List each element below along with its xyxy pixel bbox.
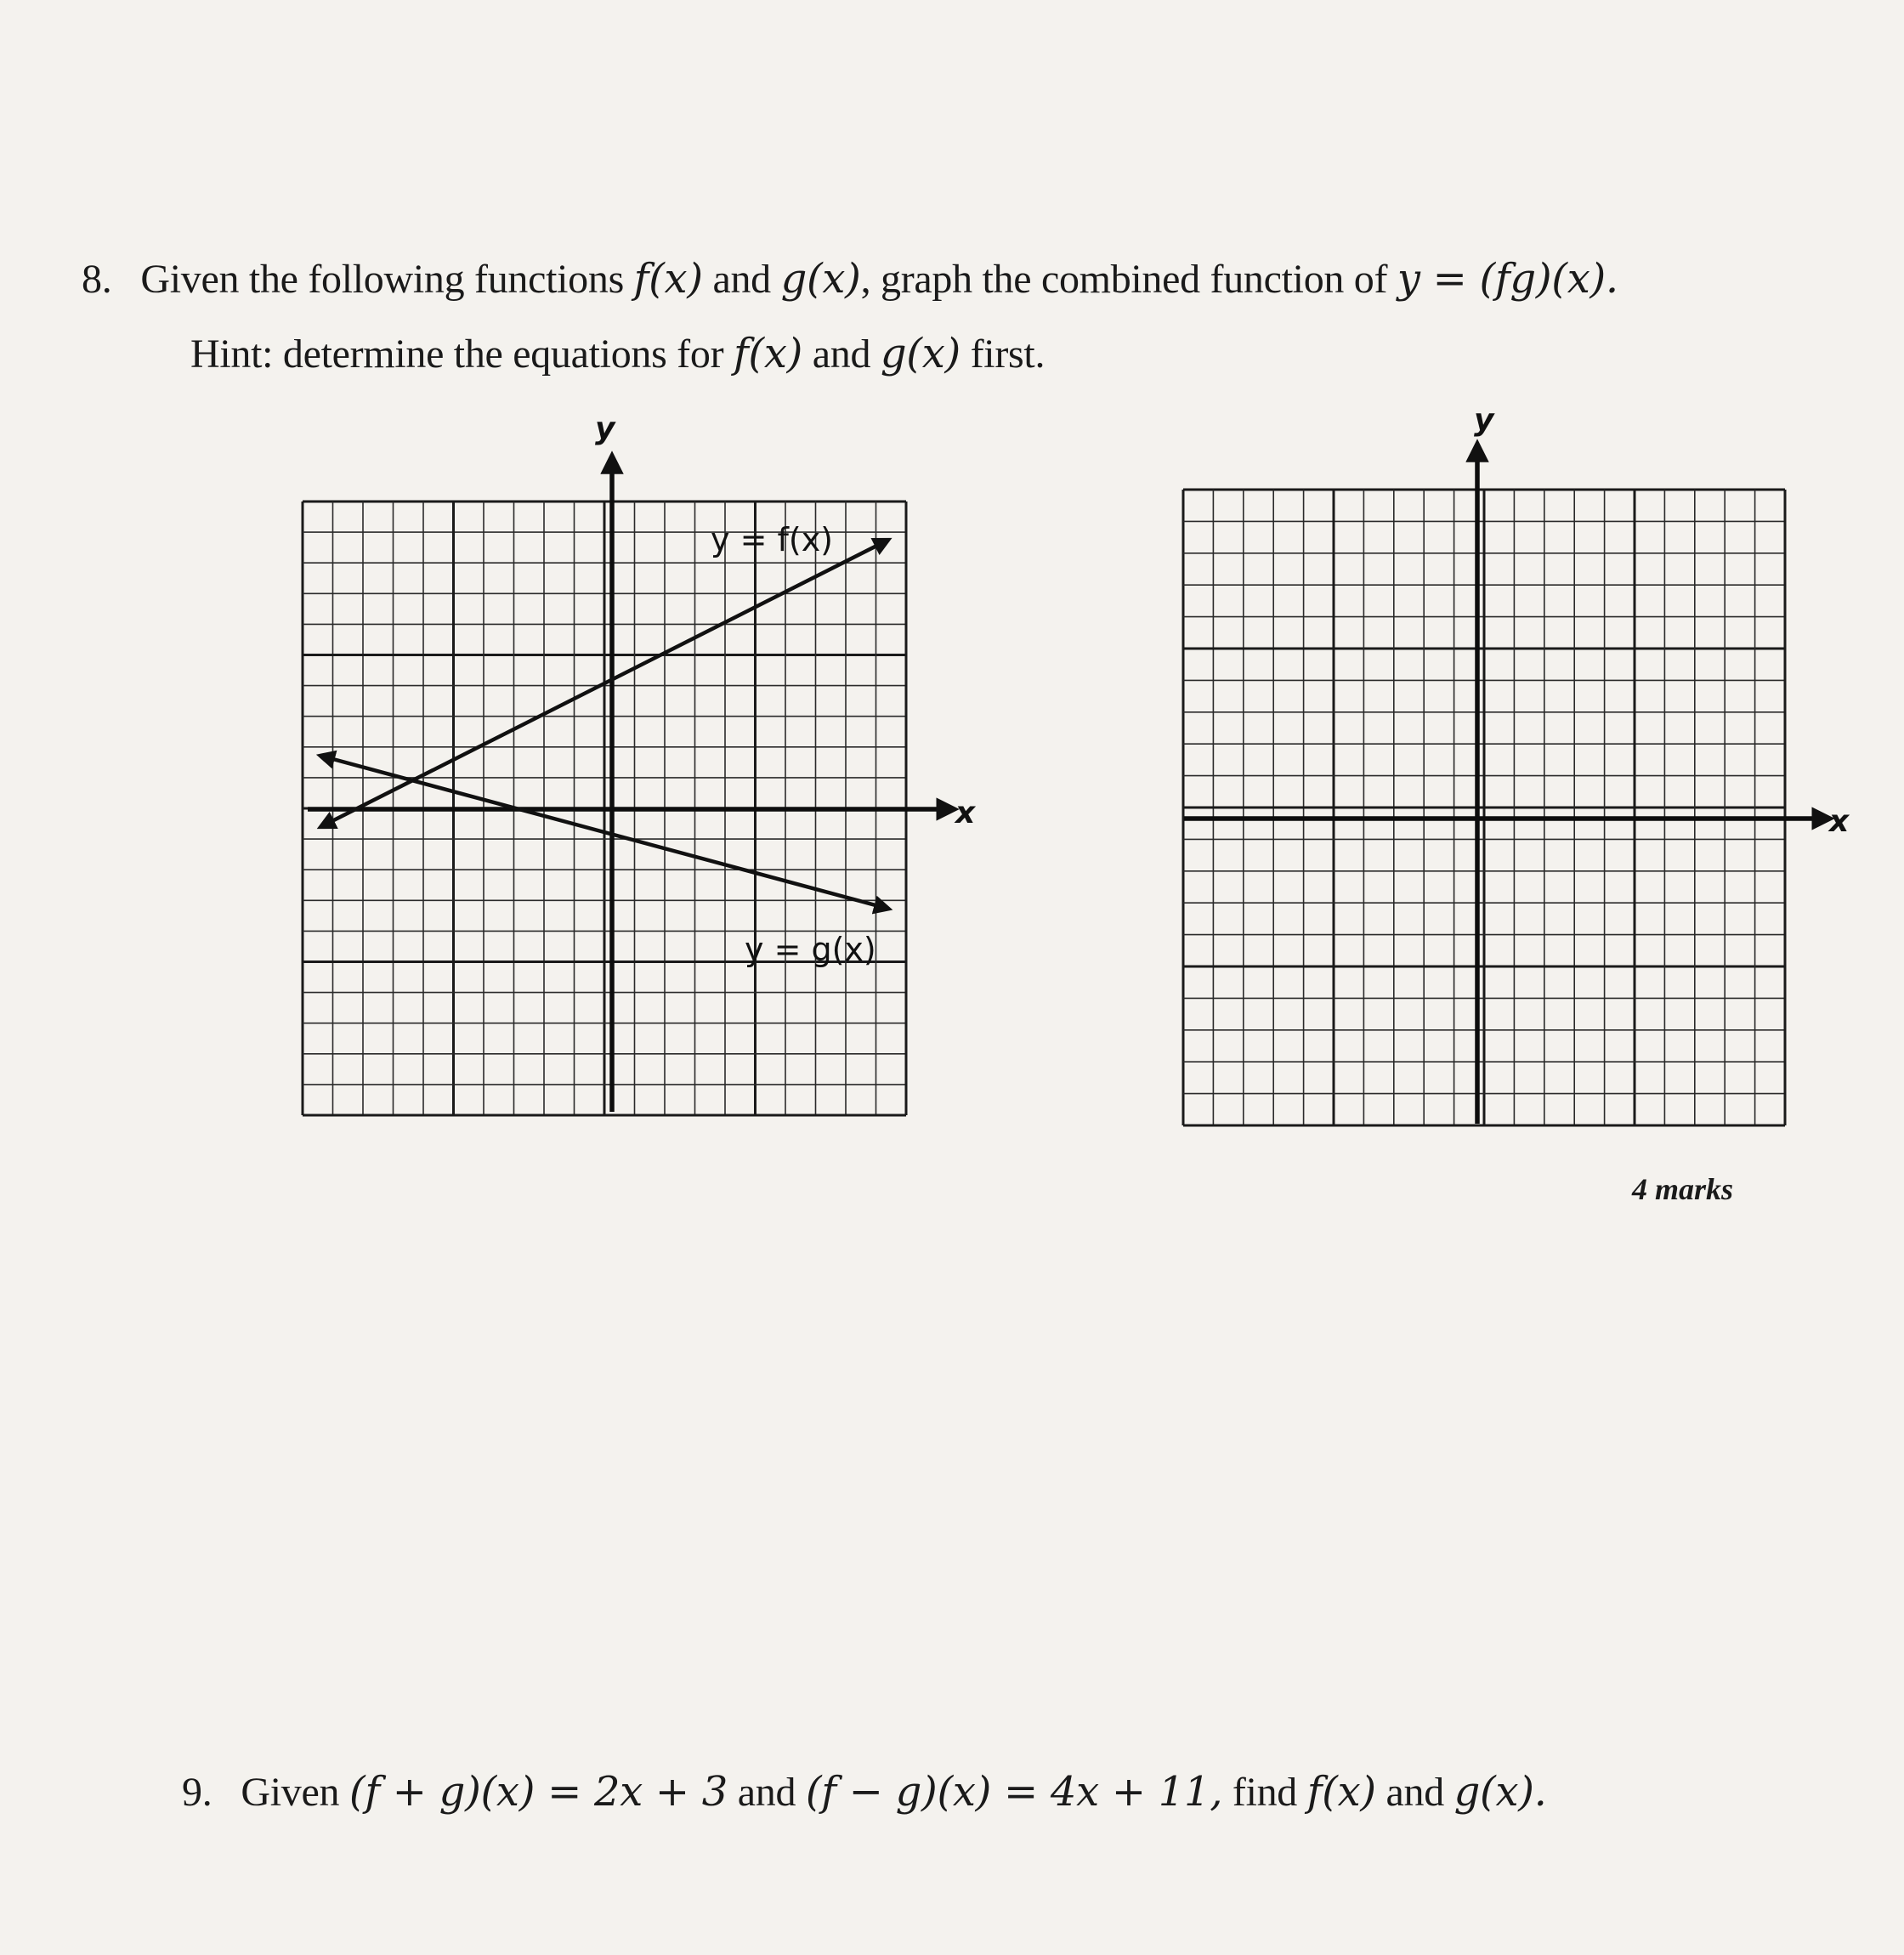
hint-tail: first.	[970, 332, 1046, 377]
question-rest: , graph the combined function of	[860, 257, 1388, 302]
g-of-x: g(x)	[780, 255, 861, 303]
and-word: and	[712, 257, 771, 302]
right-x-label: x	[1829, 804, 1850, 839]
hint-g-of-x: g(x)	[880, 330, 960, 377]
sum-expression: (f + g)(x) = 2x + 3	[348, 1768, 728, 1816]
g-line-label: y = g(x)	[745, 931, 876, 968]
left-y-label: y	[595, 411, 615, 446]
given-word: Given	[241, 1770, 340, 1815]
question-9-text	[182, 1768, 1547, 1816]
q9-f-of-x: f(x)	[1306, 1768, 1376, 1816]
marks-label: 4 marks	[1632, 1172, 1734, 1206]
left-x-label: x	[955, 796, 976, 830]
question-9-number: 9.	[182, 1770, 212, 1815]
question-intro: Given the following functions	[140, 257, 624, 302]
difference-expression: (f − g)(x) = 4x + 11,	[805, 1768, 1223, 1816]
right-graph-axes	[1184, 450, 1823, 1124]
find-word: find	[1232, 1770, 1298, 1815]
q9-g-of-x: g(x).	[1454, 1768, 1547, 1816]
hint-f-of-x: f(x)	[733, 330, 803, 377]
combined-function: y = (fg)(x).	[1397, 255, 1618, 303]
f-of-x: f(x)	[633, 255, 703, 303]
q9-and-word-2: and	[1386, 1770, 1444, 1815]
hint-text: Hint: determine the equations for	[190, 332, 724, 377]
hint-and-word: and	[812, 332, 871, 377]
f-line-label: y = f(x)	[711, 521, 834, 558]
q9-and-word: and	[737, 1770, 796, 1815]
right-y-label: y	[1474, 403, 1494, 438]
right-graph-grid	[1183, 490, 1785, 1125]
question-number: 8.	[82, 257, 112, 302]
